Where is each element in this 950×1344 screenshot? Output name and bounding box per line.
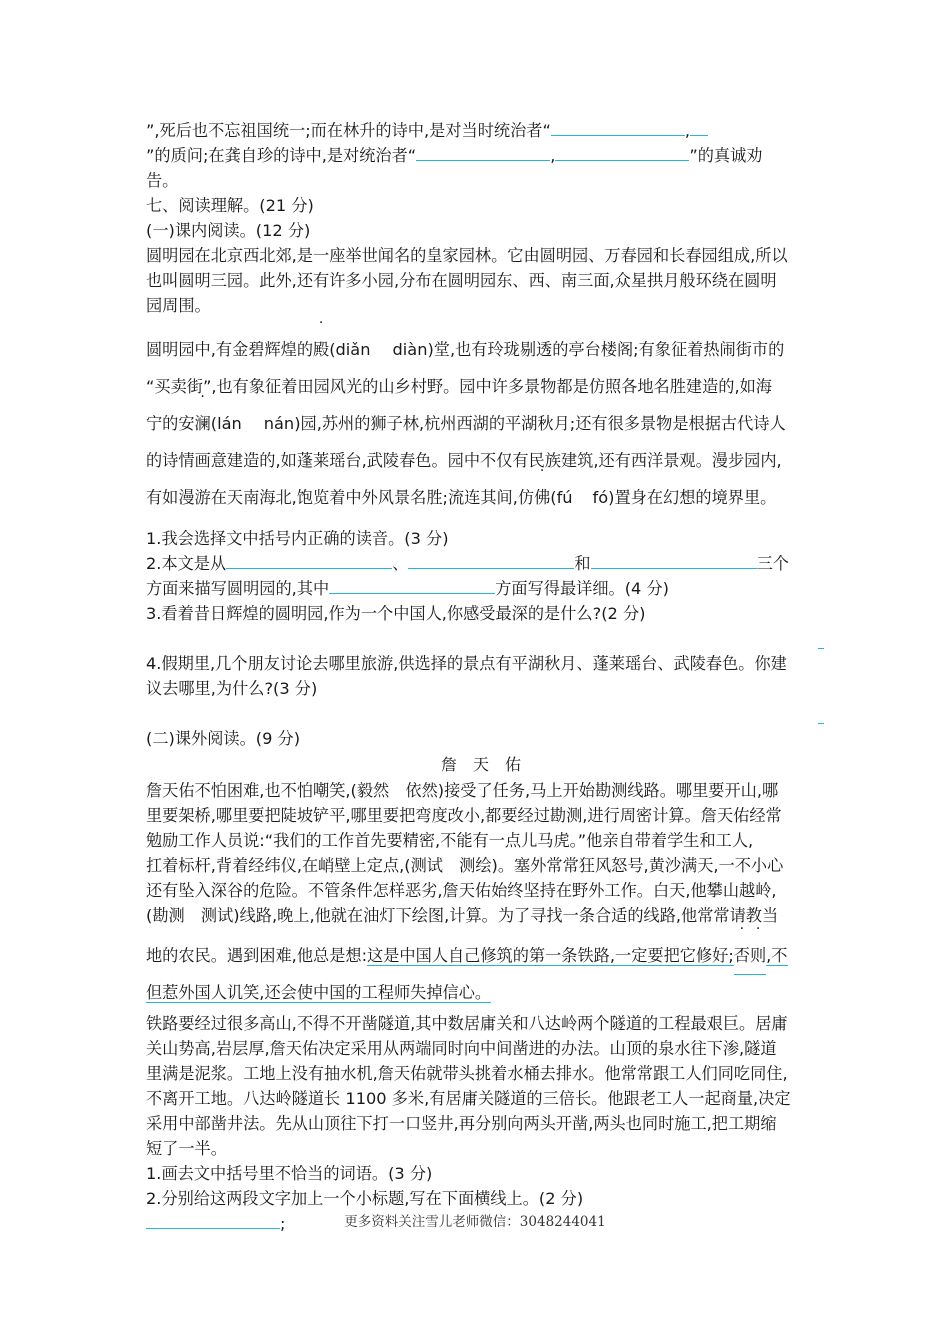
question-1: 1.我会选择文中括号内正确的读音。(3 分) bbox=[146, 529, 449, 548]
text: fó)置身在幻想的境界里。 bbox=[592, 488, 777, 507]
text: 有如漫游在天南海北,饱览着中外风景名胜;流连其间,仿 bbox=[146, 488, 535, 507]
question-4: 4.假期里,几个朋友讨论去哪里旅游,供选择的景点有平湖秋月、蓬莱瑶台、武陵春色。你建 bbox=[146, 654, 787, 673]
passage-line bbox=[146, 974, 816, 1011]
answer-blank[interactable] bbox=[555, 143, 689, 161]
line-2 bbox=[146, 143, 816, 168]
passage-line: 还有坠入深谷的危险。不管条件怎样恶劣,詹天佑始终坚持在野外工作。白天,他攀山越岭, bbox=[146, 881, 777, 900]
text: 圆明园中,有金碧辉煌的 bbox=[146, 340, 314, 359]
underlined-text: ,不 bbox=[766, 946, 788, 965]
dotted-char: 否 bbox=[734, 937, 750, 975]
passage-line: 圆明园在北京西北郊,是一座举世闻名的皇家园林。它由圆明园、万春园和长春园组成,所以 bbox=[146, 246, 788, 265]
text: , bbox=[550, 146, 556, 165]
passage-line: 关山势高,岩层厚,詹天佑决定采用从两端同时向中间凿进的办法。山顶的泉水往下渗,隧道 bbox=[146, 1039, 777, 1058]
answer-blank[interactable] bbox=[690, 118, 708, 136]
passage-line: 里要架桥,哪里要把陡坡铲平,哪里要把弯度改小,都要经过勘测,进行周密计算。詹天佑经常 bbox=[146, 806, 782, 825]
section-heading: 七、阅读理解。(21 分) bbox=[146, 196, 314, 215]
answer-blank[interactable] bbox=[416, 143, 550, 161]
line-3: 告。 bbox=[146, 171, 179, 190]
text: 2.本文是从 bbox=[146, 554, 227, 573]
subsection-heading: (二)课外阅读。(9 分) bbox=[146, 729, 301, 748]
pinyin-option[interactable]: (fú bbox=[550, 488, 573, 507]
question-3: 3.看着昔日辉煌的圆明园,作为一个中国人,你感受最深的是什么?(2 分) bbox=[146, 604, 646, 623]
passage-line: 园周围。 bbox=[146, 296, 211, 315]
article-title: 詹天佑 bbox=[440, 755, 537, 774]
passage-line: 采用中部凿井法。先从山顶往下打一口竖井,再分别向两头开凿,两头也同时施工,把工期缩 bbox=[146, 1114, 777, 1133]
answer-blank[interactable] bbox=[226, 551, 392, 569]
passage-line: 短了一半。 bbox=[146, 1139, 227, 1158]
footer-note: 更多资料关注雪儿老师微信：3048244041 bbox=[344, 1214, 606, 1230]
passage-line: 勉励工作人员说:“我们的工作首先要精密,不能有一点儿马虎。”他亲自带着学生和工人, bbox=[146, 831, 754, 850]
text: 宁的安 bbox=[146, 414, 195, 433]
text: 地的农民。遇到困难,他总是想: bbox=[146, 946, 368, 965]
text: 三个 bbox=[756, 554, 789, 573]
question-4-cont: 议去哪里,为什么?(3 分) bbox=[146, 679, 318, 698]
answer-area[interactable] bbox=[146, 701, 816, 726]
text: 方面来描写圆明园的,其中 bbox=[146, 579, 330, 598]
dotted-char: 殿 bbox=[313, 340, 330, 359]
text: , bbox=[684, 121, 690, 140]
text: ”的质问;在龚自珍的诗中,是对统治者“ bbox=[146, 146, 417, 165]
question-1: 1.画去文中括号里不恰当的词语。(3 分) bbox=[146, 1164, 433, 1183]
passage-line bbox=[146, 937, 816, 974]
answer-blank[interactable] bbox=[408, 551, 574, 569]
passage-line bbox=[146, 331, 816, 368]
question-2 bbox=[146, 551, 816, 576]
passage-line: 不离开工地。八达岭隧道长 1100 多米,有居庸关隧道的三倍长。他跟老工人一起商量,决定 bbox=[146, 1089, 791, 1108]
question-2-cont bbox=[146, 576, 816, 601]
text: diàn)堂,也有玲珑剔透的亭台楼阁;有象征着热闹街市的 bbox=[392, 340, 785, 359]
passage-line: 的诗情画意建造的,如蓬莱瑶台,武陵春色。园中不仅有民族建筑,还有西洋景观。漫步园内, bbox=[146, 451, 782, 470]
passage-line: 扛着标杆,背着经纬仪,在峭壁上定点,(测试 测绘)。塞外常常狂风怒号,黄沙满天,一不小心 bbox=[146, 856, 784, 875]
question-2: 2.分别给这两段文字加上一个小标题,写在下面横线上。(2 分) bbox=[146, 1189, 584, 1208]
passage-line: 铁路要经过很多高山,不得不开凿隧道,其中数居庸关和八达岭两个隧道的工程最艰巨。居庸 bbox=[146, 1014, 788, 1033]
pinyin-option[interactable]: (lán bbox=[210, 414, 242, 433]
dotted-char: 澜 bbox=[194, 414, 211, 433]
text: 、 bbox=[392, 554, 409, 573]
text: 方面写得最详细。(4 分) bbox=[495, 579, 669, 598]
dotted-char: 则 bbox=[750, 937, 766, 975]
underlined-text: 但惹外国人讥笑,还会使中国的工程师失掉信心。 bbox=[146, 983, 492, 1002]
text: ”的真诚劝 bbox=[689, 146, 763, 165]
exam-page bbox=[146, 118, 816, 1236]
underlined-text: 这是中国人自己修筑的第一条铁路,一定要把它修好; bbox=[367, 946, 734, 965]
dotted-char: 佛 bbox=[534, 488, 551, 507]
passage-line: 也叫圆明三园。此外,还有许多小园,分布在圆明园东、西、南三面,众星拱月般环绕在圆明 bbox=[146, 271, 777, 290]
passage-line: “买卖街”,也有象征着田园风光的山乡村野。园中许多景物都是仿照各地名胜建造的,如海 bbox=[146, 377, 772, 396]
text: nán)园,苏州的狮子林,杭州西湖的平湖秋月;还有很多景物是根据古代诗人 bbox=[263, 414, 786, 433]
line-1 bbox=[146, 118, 816, 143]
answer-blank[interactable] bbox=[329, 576, 495, 594]
answer-area[interactable] bbox=[146, 626, 816, 651]
text: 和 bbox=[574, 554, 591, 573]
text: ; bbox=[280, 1214, 286, 1233]
passage-line: 里满是泥浆。工地上没有抽水机,詹天佑就带头挑着水桶去排水。他常常跟工人们同吃同住, bbox=[146, 1064, 788, 1083]
passage-line bbox=[146, 405, 816, 442]
pinyin-option[interactable]: (diǎn bbox=[329, 340, 371, 359]
subsection-heading: (一)课内阅读。(12 分) bbox=[146, 221, 311, 240]
passage-line: 詹天佑不怕困难,也不怕嘲笑,(毅然 依然)接受了任务,马上开始勘测线路。哪里要开山,哪 bbox=[146, 781, 779, 800]
passage-line: (勘测 测试)线路,晚上,他就在油灯下绘图,计算。为了寻找一条合适的线路,他常常请教当 bbox=[146, 906, 779, 925]
answer-blank[interactable] bbox=[551, 118, 685, 136]
passage-line bbox=[146, 479, 816, 516]
answer-blank[interactable] bbox=[591, 551, 757, 569]
text: ”,死后也不忘祖国统一;而在林升的诗中,是对当时统治者“ bbox=[146, 121, 551, 140]
